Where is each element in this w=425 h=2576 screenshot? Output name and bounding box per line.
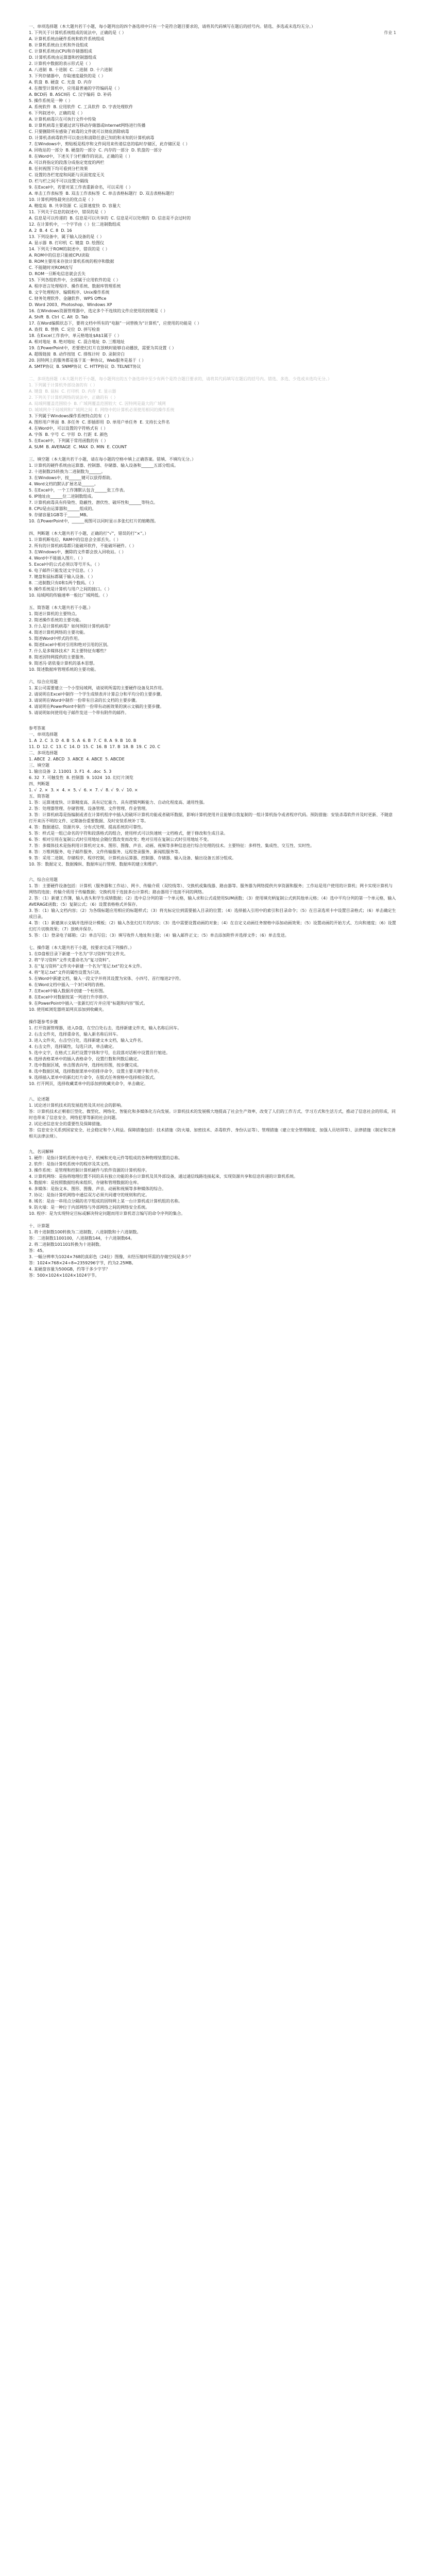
document-line: 六、综合应用题 [29,680,58,684]
document-line: 2. 简述操作系统的主要功能。 [29,618,84,622]
section-1 [29,24,396,716]
document-line: B. 任何视图下均可看到分栏效果 [29,166,88,171]
document-line: 10. 打开网页，选择收藏菜单中的添加到收藏夹命令，单击确定。 [29,1081,148,1086]
document-line: 5. 简述Word中样式的作用。 [29,636,82,641]
document-line: 6. 多媒体：是指文本、图形、图像、声音、动画和视频等多种媒体的综合。 [29,1187,166,1191]
document-line: A. 显示器 B. 打印机 C. 键盘 D. 绘图仪 [29,241,105,245]
document-line: 10. 答：数据定义、数据操纵、数据库运行管理、数据库的建立和维护。 [29,862,161,867]
document-line: A. 超级链接 B. 动作按钮 C. 排练计时 D. 录制旁白 [29,352,125,357]
document-line: D. Word 2003、Photoshop、Windows XP [29,302,112,307]
document-line: 2. 右击文件夹，选择重命名，输入新名称后回车。 [29,1032,121,1037]
document-line: 5. 在Word中新建文档，输入一段文字并将其设置为宋体、小四号、首行缩进2字符。 [29,976,183,981]
document-line: 10. 局域网的传输速率一般比广域网低。（ ） [29,593,110,598]
document-line: 12. 在计算机中，一个字节由（ ）位二进制数组成 [29,222,121,227]
section-3 [29,877,396,1087]
document-line: 10. 使用IE浏览器将某网页添加到收藏夹。 [29,1007,107,1012]
document-line: 1. 下列关于计算机系统组成的说法中，正确的是（ ） [29,30,126,35]
document-line: 4. 将“笔记.txt”文件的属性设置为只读。 [29,970,104,975]
document-line: 6. 电子邮件只能发送文字信息。（ ） [29,568,95,573]
document-line: 参考答案 [29,726,45,731]
document-line: 五、简答题 [29,794,49,799]
document-line: 7. 键盘和鼠标都属于输入设备。（ ） [29,574,95,579]
document-line: 8. CPU是由运算器和______组成的。 [29,506,96,511]
document-line: A. 字体 B. 字号 C. 字形 D. 行距 E. 颜色 [29,432,108,437]
document-line: 7. 什么是多媒体技术？其主要特征有哪些？ [29,649,109,653]
document-line: A. 计算机病毒只在可执行文件中传染 [29,117,96,122]
document-line: A. 八进制 B. 十进制 C. 二进制 D. 十六进制 [29,67,113,72]
document-line: 5. Excel中的公式必须以等号开头。（ ） [29,562,102,567]
document-line: 3. 请说明在Word中制作一份带有目录的长文档的主要步骤。 [29,698,140,703]
document-line: A. 图形用户界面 B. 多任务 C. 即插即用 D. 单用户单任务 E. 支持长文件名 [29,420,170,425]
document-line: C. 设置的各栏宽度和间距与页面宽度无关 [29,173,105,177]
document-line: 9. 存储容量1GB等于______MB。 [29,513,91,517]
document-line: 答：二进制数1100100，八进制数144，十六进制数64。 [29,1236,135,1241]
document-line: 答：500×1024×1024×1024字节。 [29,1273,99,1278]
document-line: 八、论述题 [29,1097,49,1101]
document-line: 3. 什么是计算机病毒？如何预防计算机病毒？ [29,624,113,629]
document-line: 三、填空题 [29,763,49,768]
document-line: C. 计算机系统由CPU和存储器组成 [29,49,92,54]
document-line: 14. 下列关于ROM的叙述中，错误的是（ ） [29,247,110,251]
document-line: D. 计算机杀病毒软件可以查出和清除任意已知的和未知的计算机病毒 [29,135,155,140]
document-line: 6. 在Word文档中插入一个3行4列的表格。 [29,982,108,987]
page-label: 作业 1 [384,30,396,35]
document-line: 7. 答：多媒体技术是指利用计算机对文本、图形、图像、声音、动画、视频等多种信息进行综合处理的技术。主要特征：多样性、集成性、交互性、实时性。 [29,843,315,848]
document-line: 8. 域名：是由一串用点分隔的名字组成的因特网上某一台计算机或计算机组的名称。 [29,1199,183,1204]
document-line: A. 精度高 B. 共享资源 C. 运算速度快 D. 容量大 [29,204,121,208]
document-line: 2. 十进制数25转换为二进制数为______。 [29,469,106,474]
document-line: A. 程序语言处理程序、操作系统、数据库管理系统 [29,284,121,289]
document-line: 5. 答：样式是一组已命名的字符和段落格式的组合，使用样式可以快速统一文档格式，便于修改和生成目录。 [29,831,228,836]
document-line: 答：计算机技术正朝着巨型化、微型化、网络化、智能化和多媒体化方向发展。计算机技术的发展极大地提高了社会生产效率，改变了人们的工作方式、学习方式和生活方式，推动了信息社会的形成，同时也带来了信息安全、网络犯罪等新的社会问题。 [29,1109,396,1120]
document-line: 7. 在Windows中，剪贴板是程序和文件间用来传递信息的临时存储区，此存储区是（ ） [29,142,190,146]
document-line: 18. 在Excel工作表中，单元格地址$A$1属于（ ） [29,333,122,338]
document-line: 8. 选中数据区域，选择数据菜单中的排序命令，设置主要关键字和升序。 [29,1069,162,1074]
document-line: 6. 简述Excel中相对引用和绝对引用的区别。 [29,642,111,647]
document-line: A. 信息是可以传递的 B. 信息是可以共享的 C. 信息是可以处理的 D. 信息是不会过时的 [29,216,191,221]
document-line: 6. IP地址由______位二进制数组成。 [29,494,96,499]
document-line: 操作题参考步骤 [29,1020,58,1024]
document-line: 6. 32 7. 可触发性 8. 控制器 9. 1024 10. 幻灯片浏览 [29,775,133,780]
document-line: 2. 所有的计算机病毒都只能破坏软件，不能破坏硬件。（ ） [29,544,137,548]
document-line: 3. 下列属于Windows操作系统特点的有（ ） [29,414,112,418]
document-line: 6. 答：相对引用在复制公式时引用地址会随位置改变而改变；绝对引用在复制公式时引用地址不变。 [29,837,212,842]
document-line: 5. 在Excel中，下列属于常用函数的有（ ） [29,438,108,443]
document-line: A. 计算机系统由硬件系统和软件系统组成 [29,37,105,41]
document-line: 二、多项选择题（本大题共若干小题，每小题列出的五个备选项中至少有两个是符合题目要求的，请将其代码填写在题后的括号内。错选、多选、少选或未选均无分。） [29,377,332,381]
document-line: 13. 下列设备中，属于输入设备的是（ ） [29,234,104,239]
document-line: 四、判断题（本大题共若干小题，正确的打“√”，错误的打“×”。） [29,531,149,536]
document-line: 19. 在PowerPoint中，若要使幻灯片在放映时能够自动播放，需要为其设置（ ） [29,346,176,350]
document-line: 10. 程序：是为实现特定目标或解决特定问题而用计算机语言编写的命令序列的集合。 [29,1211,185,1216]
document-line: 10. 计算机网络最突出的优点是（ ） [29,197,96,202]
document-line: 答：1024×768×24÷8=2359296字节，约为2.25MB。 [29,1261,136,1265]
document-line: 十、计算题 [29,1224,49,1228]
document-body [29,24,396,1279]
document-line: B. 计算机系统由主机和外设组成 [29,43,88,47]
document-line: 1. 计算机的硬件系统由运算器、控制器、存储器、输入设备和______五部分组成。 [29,463,179,468]
document-line: 3. 下列存储器中，存取速度最快的是（ ） [29,74,106,78]
document-line: 17. 在Word编辑状态下，要将文档中所有的“电脑”一词替换为“计算机”，应使用的功能是（ ） [29,321,201,326]
section-4 [29,1096,396,1140]
document-line: 一、单项选择题 [29,732,58,737]
document-line: 答：45。 [29,1248,47,1253]
document-line: 2. 答：（1）新建工作簿，输入表头和学生成绩数据；（2）选中总分列的第一个单元格，输入求和公式或使用SUM函数；（3）使用填充柄复制公式到其他单元格；（4）选中平均分列的第一个单元格，输入AVERAGE函数；（5）复制公式；（6）设置表格格式并保存。 [29,896,396,907]
document-line: 7. 在Excel中输入数据并创建一个柱形图。 [29,989,107,993]
document-line: 8. 答：万维网服务、电子邮件服务、文件传输服务、远程登录服务、新闻组服务等。 [29,850,183,854]
document-line: 6. 选择表格菜单中的插入表格命令，设置行数和列数后确定。 [29,1057,142,1061]
document-line: 8. 在Word中，下述关于分栏操作的说法，正确的是（ ） [29,154,133,159]
document-line: 7. 协议：是指计算机网络中通信双方必须共同遵守的规则和约定。 [29,1193,150,1197]
document-line: 1. 答：主要硬件设备包括：计算机（服务器和工作站）、网卡、传输介质（双绞线等）、交换机或集线器、路由器等。服务器为网络提供共享资源和服务；工作站是用户使用的计算机；网卡实现计算机与网络的连接；传输介质用于传输数据；交换机用于连接多台计算机；路由器用于连接不同的网络。 [29,884,393,894]
document-line: B. 计算机病毒主要通过读写移动存储器或Internet网络进行传播 [29,123,146,128]
section-2 [29,725,396,868]
document-line: 1. 计算机断电后，RAM中的信息会全部丢失。（ ） [29,537,121,542]
document-line: 9. 答：采用二进制、存储程序、程序控制，计算机由运算器、控制器、存储器、输入设备、输出设备五部分组成。 [29,856,236,860]
document-line: 9. 在Excel中，若要对某工作表重新命名，可以采用（ ） [29,185,133,190]
document-line: 3. 一幅分辨率为1024×768的真彩色（24位）图像，未经压缩时所需的存储空间是多少？ [29,1255,193,1259]
document-line: 三、填空题（本大题共若干小题，请在每小题的空格中填上正确答案。错填、不填均无分。） [29,457,196,462]
document-line: 1. 答：运算速度快、计算精度高、具有记忆能力、具有逻辑判断能力、自动化程度高、通用性强。 [29,800,208,805]
document-line [29,1217,396,1223]
document-line: 1. 简述计算机的主要特点。 [29,612,80,616]
document-line: 9. 在PowerPoint中插入一张新幻灯片并应用“标题和内容”版式。 [29,1001,148,1006]
document-line: 4. 在Word中，可以设置的字符格式有（ ） [29,426,108,431]
document-line: 4. Word中不能插入图片。（ ） [29,556,86,561]
document-line: 3. 在Windows中，删除的文件都会放入回收站。（ ） [29,550,126,554]
document-line: 二、多项选择题 [29,751,58,755]
document-line: D. ROM一旦断电信息就会丢失 [29,272,86,276]
document-line: A. 2 B. 4 C. 8 D. 16 [29,228,72,233]
document-line: 1. 在D盘根目录下新建一个名为“学习资料”的文件夹。 [29,952,128,956]
document-line: 1. 下列属于计算机外部设备的有（ ） [29,383,97,387]
document-line: 15. 下列各组软件中，全部属于应用软件的是（ ） [29,278,121,282]
document-line: A. 回收站的一部分 B. 硬盘的一部分 C. 内存的一部分 D. 软盘的一部分 [29,148,162,152]
document-line: 1. 某公司需要建立一个小型局域网，请说明所需的主要硬件设备及其作用。 [29,686,166,690]
document-line: 2. 将二进制数101101转换为十进制数。 [29,1242,104,1247]
document-line: 20. 因特网上的服务都是基于某一种协议，Web服务是基于（ ） [29,358,146,363]
document-line: 七、操作题（本大题共若干小题，按要求完成下列操作。） [29,945,134,950]
document-line: 4. Word文档的默认扩展名是______。 [29,482,98,486]
document-line [29,939,396,945]
document-line: 3. 进入文件夹，右击空白处，选择新建文本文档，输入文件名。 [29,1038,146,1043]
document-line: A. ROM中的信息只能被CPU读取 [29,253,90,258]
document-line: 6. 下列叙述中，正确的是（ ） [29,111,85,115]
document-line [29,673,396,679]
document-line: D. 栏与栏之间不可以设置分隔线 [29,179,89,183]
document-line: 9. 防火墙：是一种位于内部网络与外部网络之间的网络安全系统。 [29,1205,150,1210]
document-line: 2. 试论述信息安全的重要性及保障措施。 [29,1122,105,1126]
document-line: 3. 答：计算机病毒是指编制或者在计算机程序中插入的破坏计算机功能或者破坏数据，影响计算机使用并且能够自我复制的一组计算机指令或者程序代码。预防措施：安装杀毒软件并及时更新、不随意打开来历不明的文件、定期备份重要数据、及时安装系统补丁等。 [29,812,393,823]
document-line: A. 局域网覆盖范围较小 B. 广域网覆盖范围较大 C. 因特网是最大的广域网 [29,401,166,406]
document-line: A. 键盘 B. 鼠标 C. 打印机 D. 内存 E. 显示器 [29,389,116,394]
document-line: 四、判断题 [29,782,49,786]
document-line: 9. 简述冯·诺依曼计算机的基本思想。 [29,661,97,666]
document-line: 2. 下列关于计算机网络的说法中，正确的有（ ） [29,395,118,400]
document-line: 10. 在PowerPoint中，______视图可以同时显示多张幻灯片的缩略图。 [29,519,159,523]
document-line: 1. A 2. C 3. D 4. B 5. A 6. B 7. C 8. A 9. B 10. B [29,738,137,743]
document-line: 10. 简述数据库管理系统的主要功能。 [29,667,99,672]
document-line: 5. 选中文字，在格式工具栏设置字体和字号，在段落对话框中设置首行缩进。 [29,1050,171,1055]
document-line: 7. 计算机病毒具有传染性、隐蔽性、潜伏性、破坏性和______等特点。 [29,500,158,505]
document-line: 3. 在“复习资料”文件夹中新建一个名为“笔记.txt”的文本文件。 [29,964,145,969]
document-line: A. 软盘 B. 硬盘 C. 光盘 D. 内存 [29,80,92,84]
document-line: 1. 将十进制数100转换为二进制数、八进制数和十六进制数。 [29,1230,141,1234]
document-line [29,524,396,531]
document-line: 3. 操作系统：是管理和控制计算机硬件与软件资源的计算机程序。 [29,1168,150,1173]
document-line: B. 文字处理程序、编辑程序、Unix操作系统 [29,290,110,295]
document-line [29,599,396,605]
document-line: C. 不能随时对ROM改写 [29,265,73,270]
document-line: A. BCD码 B. ASCII码 C. 汉字编码 D. 补码 [29,92,112,97]
document-line: 九、名词解释 [29,1149,54,1154]
document-line: A. 系统软件 B. 应用软件 C. 工具软件 D. 字表处理软件 [29,105,133,109]
document-line: 5. 操作系统是一种（ ） [29,98,73,103]
document-line: 9. 选择插入菜单中的新幻灯片命令，在版式任务窗格中选择相应版式。 [29,1075,158,1080]
document-line: 五、简答题（本大题共若干小题。） [29,605,93,610]
document-line: C. 财务处理软件、金融软件、WPS Office [29,296,107,301]
document-line: 2. 请说明在Excel中制作一个学生成绩表并计算总分和平均分的主要步骤。 [29,692,165,697]
document-line: 2. 答：处理器管理、存储管理、设备管理、文件管理、作业管理。 [29,806,150,811]
document-line: 16. 在Windows资源管理器中，选定多个不连续的文件应使用的按键是（ ） [29,309,168,313]
document-line: D. 城域网介于局域网和广域网之间 E. 网络中的计算机必须使用相同的操作系统 [29,408,175,412]
document-line: 9. 操作系统是计算机与用户之间的接口。（ ） [29,587,112,591]
document-line: 8. 简述因特网提供的主要服务。 [29,655,88,659]
document-line [29,1013,396,1019]
document-line: 4. 答：数据通信、资源共享、分布式处理、提高系统的可靠性。 [29,825,146,829]
document-line: 8. 在Excel中对数据按某一列进行升序排序。 [29,995,111,999]
document-line: 11. D 12. C 13. C 14. D 15. C 16. B 17. B 18. B 19. C 20. C [29,744,161,749]
document-line: A. SMTP协议 B. SNMP协议 C. HTTP协议 D. TELNET协议 [29,364,141,369]
document-line: A. Shift B. Ctrl C. Alt D. Tab [29,315,88,319]
document-line: A. SUM B. AVERAGE C. MAX D. MIN E. COUNT [29,445,127,449]
document-line: 1. 硬件：是指计算机系统中由电子、机械和光电元件等组成的各种物理装置的总称。 [29,1156,183,1160]
document-line: B. ROM主要用来存放计算机系统的程序和数据 [29,259,114,264]
document-line: 3. 在Windows中，按______键可以获得帮助。 [29,476,114,480]
document-line: 1. ABCE 2. ABCD 3. ABCE 4. ABCE 5. ABCDE [29,757,125,761]
document-line: 1. 打开资源管理器，进入D盘，在空白处右击，选择新建文件夹，输入名称后回车。 [29,1026,182,1030]
document-line: 2. 软件：是指计算机系统中的程序及其文档。 [29,1162,113,1166]
document-line: C. 只要删除所有感染了病毒的文件就可以彻底消除病毒 [29,129,129,134]
document-line: 4. 计算机网络：是指将地理位置不同的具有独立功能的多台计算机及其外部设备，通过通信线路连接起来，实现资源共享和信息传递的计算机系统。 [29,1174,298,1179]
document-line: A. 可以将指定的段落分成指定宽度的两栏 [29,160,105,165]
document-line: 答：信息安全关系到国家安全、社会稳定和个人利益。保障措施包括：技术措施（防火墙、加密技术、杀毒软件、身份认证等）、管理措施（建立安全管理制度、加强人员培训等）、法律措施（制定和完善相关法律法规）。 [29,1128,396,1139]
document-line: 5. 请说明如何使用电子邮件发送一个带有附件的邮件。 [29,710,129,715]
document-line: 1. 输出设备 2. 11001 3. F1 4. .doc 5. 3 [29,769,112,774]
document-line: 2. 将“学习资料”文件夹重命名为“复习资料”。 [29,958,113,962]
document-line: 4. 请说明在PowerPoint中制作一份带有动画效果的演示文稿的主要步骤。 [29,704,164,709]
document-line: 4. 答：（1）新建演示文稿并选择设计模板；（2）输入各张幻灯片的内容；（3）选中需要设置动画的对象；（4）在自定义动画任务窗格中添加动画效果；（5）设置动画的开始方式、方向和速度；（6）设置幻灯片切换效果；（7）放映并保存。 [29,921,396,931]
document-line [29,370,396,376]
document-line: 5. 在Excel中，一个工作簿默认包含______张工作表。 [29,488,128,493]
document-line: 1. √ 2. × 3. × 4. × 5. √ 6. × 7. √ 8. √ 9. √ 10. × [29,788,138,792]
document-line: 5. 答：（1）登录电子邮箱；（2）单击写信；（3）填写收件人地址和主题；（4）输入邮件正文；（5）单击添加附件并选择文件；（6）单击发送。 [29,933,289,938]
document-line: 六、综合应用题 [29,877,58,882]
document-line: 1. 试论述计算机技术的发展趋势及其对社会的影响。 [29,1103,125,1108]
document-line: 4. 右击文件，选择属性，勾选只读，单击确定。 [29,1044,117,1049]
document-line: 8. 二进制数只有0和1两个数码。（ ） [29,581,96,585]
document-line: 2. 计算机中数据的表示形式是（ ） [29,61,93,66]
document-line: 4. 简述计算机网络的主要功能。 [29,630,88,635]
document-line: A. 单击工作表标签 B. 双击工作表标签 C. 单击表格标题行 D. 双击表格标题行 [29,191,175,196]
document-line: 一、单项选择题（本大题共若干小题，每小题列出的四个备选项中只有一个是符合题目要求的，请将其代码填写在题后的括号内。错选、多选或未选均无分。） [29,24,315,29]
document-line: 7. 选中数据区域，单击图表向导，选择柱形图，按步骤完成。 [29,1063,142,1067]
document-line: A. 查找 B. 替换 C. 定位 D. 拼写检查 [29,327,100,332]
document-line: 4. 某硬盘容量为500GB，约等于多少字节？ [29,1267,110,1272]
document-line: 11. 下列关于信息的叙述中，错误的是（ ） [29,210,108,214]
document-line: 5. 数据库：是按照数据结构来组织、存储和管理数据的仓库。 [29,1180,142,1185]
document-line: 4. 在微型计算机中，应用最普遍的字符编码是（ ） [29,86,122,91]
document-line [29,450,396,456]
document-line: D. 计算机系统由运算器和控制器组成 [29,55,97,60]
document-line: 3. 答：（1）输入文档内容；（2）为各级标题应用相应的标题样式；（3）将光标定位到需要插入目录的位置；（4）选择插入引用中的索引和目录命令；（5）在目录选项卡中设置目录格式；（6）单击确定生成目录。 [29,908,396,919]
section-5 [29,1149,396,1279]
document-line: A. 相对地址 B. 绝对地址 C. 混合地址 D. 三维地址 [29,340,125,344]
